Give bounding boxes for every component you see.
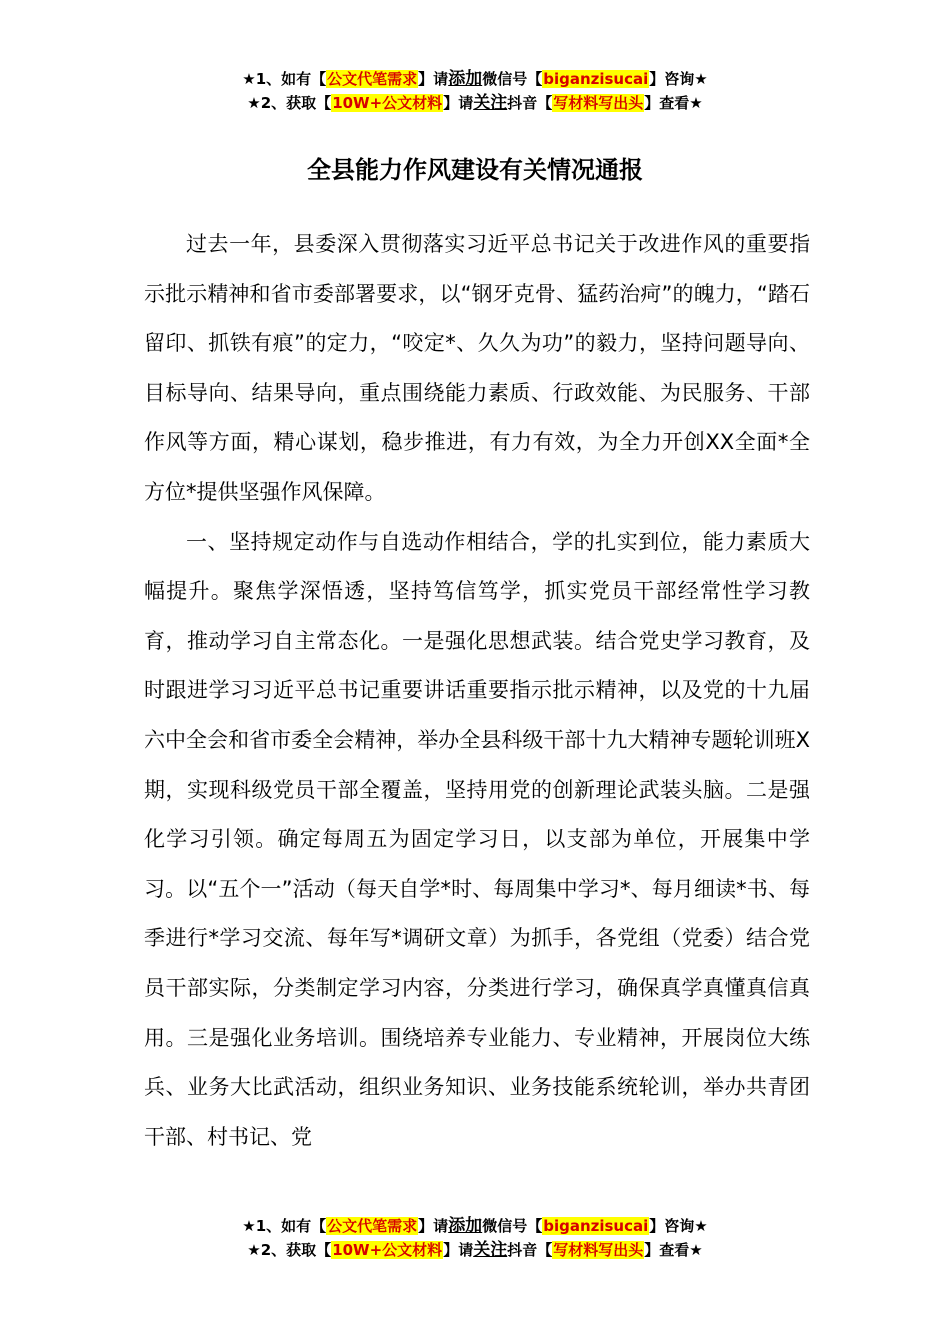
- underlined-add: 添加: [448, 1216, 483, 1236]
- banner-text: 】请: [443, 1241, 474, 1259]
- banner-text: 】请: [443, 94, 474, 112]
- highlight-wechat-id: biganzisucai: [543, 70, 649, 88]
- banner-text: 】请: [418, 70, 449, 88]
- paragraph-section-one: 一、坚持规定动作与自选动作相结合，学的扎实到位，能力素质大幅提升。聚焦学深悟透，坚持笃信笃学，抓实党员干部经常性学习教育，推动学习自主常态化。一是强化思想武装。结合党史学习教育，及时跟进学习习近平总书记重要讲话重要指示批示精神，以及党的十九届六中全会和省市委全会精神，举办全县科级干部十九大精神专题轮训班X期，实现科级党员干部全覆盖，坚持用党的创新理论武装头脑。二是强化学习引领。确定每周五为固定学习日，以支部为单位，开展集中学习。以“五个一”活动（每天自学*时、每周集中学习*、每月细读*书、每季进行*学习交流、每年写*调研文章）为抓手，各党组（党委）结合党员干部实际，分类制定学习内容，分类进行学习，确保真学真懂真信真用。三是强化业务培训。围绕培养专业能力、专业精神，开展岗位大练兵、业务大比武活动，组织业务知识、业务技能系统轮训，举办共青团干部、村书记、党: [144, 529, 810, 1149]
- highlight-materials: 10W+公文材料: [332, 1241, 443, 1259]
- banner-text: 抖音【: [507, 94, 553, 112]
- banner-line-2: [0, 91, 950, 115]
- highlight-douyin-account: 写材料写出头: [553, 1241, 644, 1259]
- banner-line-1: [0, 1214, 950, 1238]
- banner-line-2: [0, 1238, 950, 1262]
- banner-text: ★1、如有【: [242, 70, 327, 88]
- banner-text: 微信号【: [482, 70, 543, 88]
- header-ad-banner: [0, 67, 950, 115]
- banner-text: 】查看★: [644, 1241, 703, 1259]
- banner-text: 】请: [418, 1217, 449, 1235]
- banner-text: 】查看★: [644, 94, 703, 112]
- underlined-follow: 关注: [473, 1240, 508, 1260]
- underlined-follow: 关注: [473, 93, 508, 113]
- highlight-douyin-account: 写材料写出头: [553, 94, 644, 112]
- document-title: 全县能力作风建设有关情况通报: [307, 156, 643, 184]
- banner-text: 微信号【: [482, 1217, 543, 1235]
- highlight-wechat-id: biganzisucai: [543, 1217, 649, 1235]
- document-body: [144, 220, 810, 1162]
- banner-text: ★2、获取【: [247, 1241, 332, 1259]
- highlight-writing-service: 公文代笔需求: [327, 70, 418, 88]
- banner-text: 】咨询★: [649, 1217, 708, 1235]
- highlight-writing-service: 公文代笔需求: [327, 1217, 418, 1235]
- banner-text: ★2、获取【: [247, 94, 332, 112]
- footer-ad-banner: [0, 1214, 950, 1262]
- banner-line-1: [0, 67, 950, 91]
- banner-text: ★1、如有【: [242, 1217, 327, 1235]
- banner-text: 】咨询★: [649, 70, 708, 88]
- highlight-materials: 10W+公文材料: [332, 94, 443, 112]
- banner-text: 抖音【: [507, 1241, 553, 1259]
- paragraph-intro: 过去一年，县委深入贯彻落实习近平总书记关于改进作风的重要指示批示精神和省市委部署要求，以“钢牙克骨、猛药治疴”的魄力，“踏石留印、抓铁有痕”的定力，“咬定*、久久为功”的毅力，坚持问题导向、目标导向、结果导向，重点围绕能力素质、行政效能、为民服务、干部作风等方面，精心谋划，稳步推进，有力有效，为全力开创XX全面*全方位*提供坚强作风保障。: [144, 232, 810, 504]
- underlined-add: 添加: [448, 69, 483, 89]
